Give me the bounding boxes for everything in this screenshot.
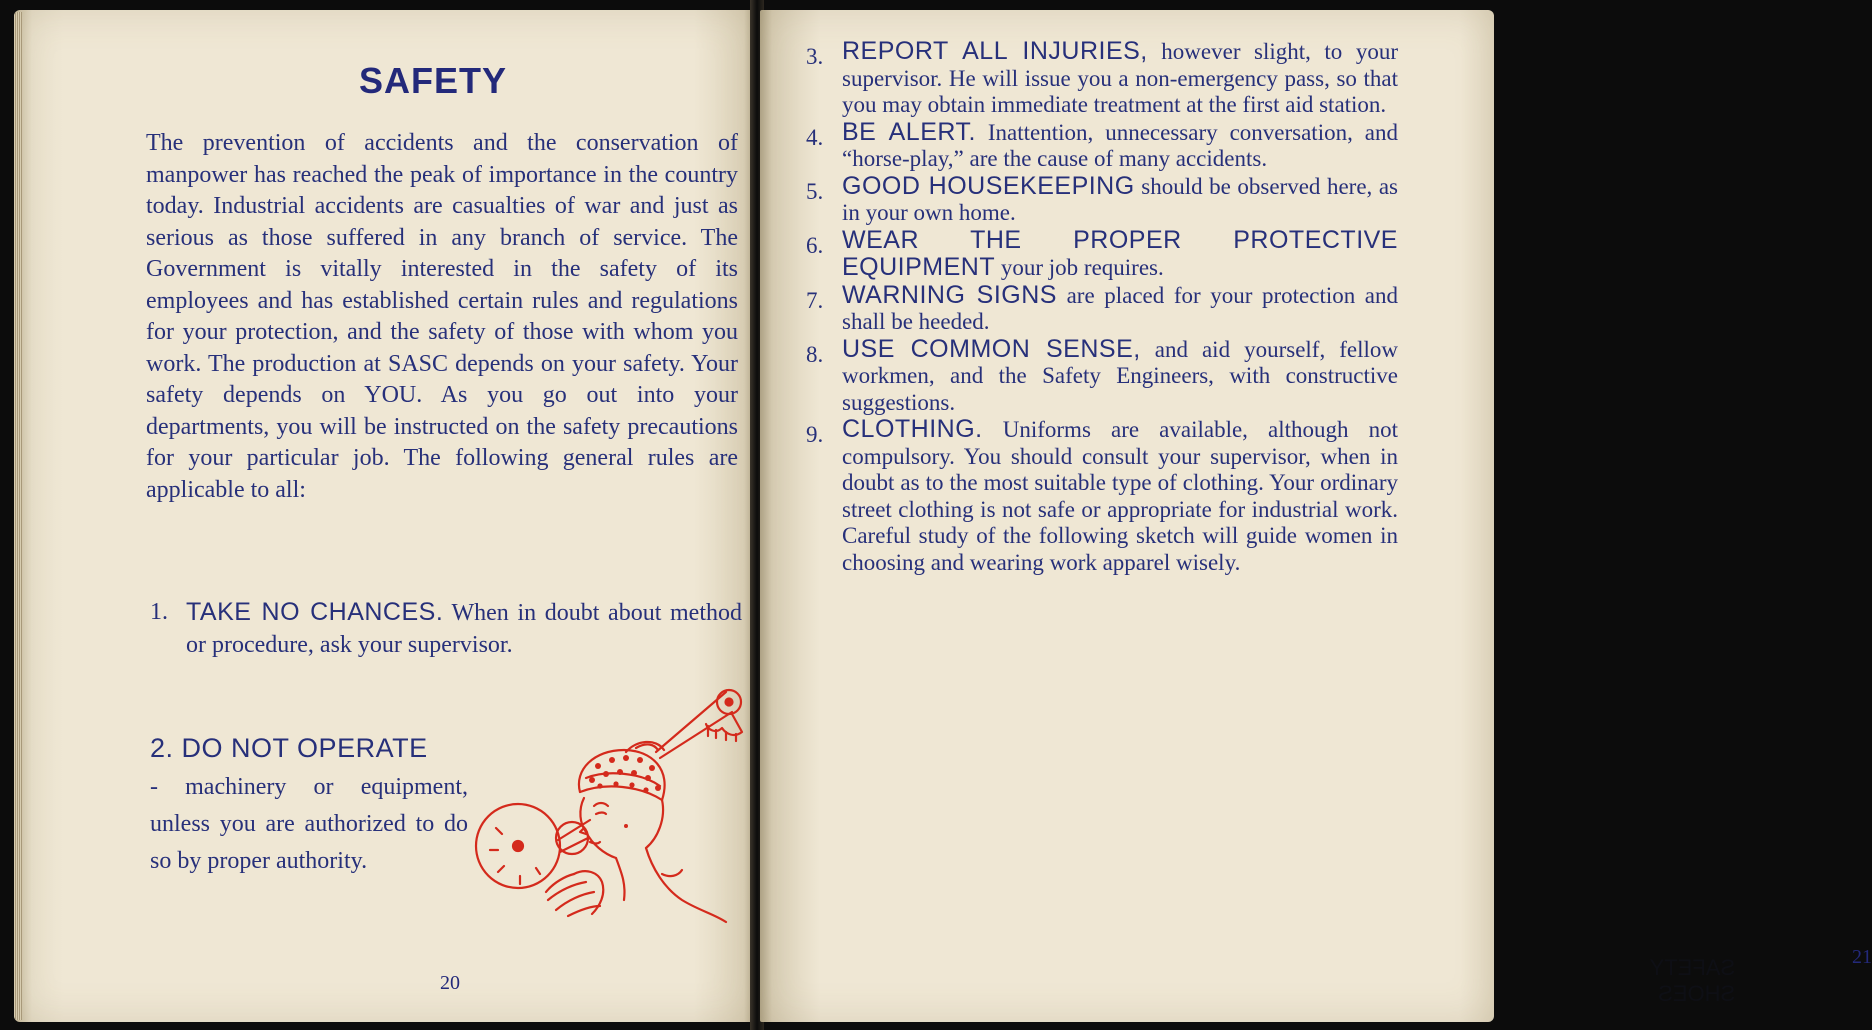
rule-text xyxy=(842,119,1398,173)
rule-number: 5. xyxy=(806,178,824,204)
rule-heading: TAKE NO CHANCES. xyxy=(186,598,444,626)
page-stack-edge xyxy=(14,12,22,1020)
rule-heading: USE COMMON SENSE, xyxy=(842,334,1141,363)
rule-heading: WARNING SIGNS xyxy=(842,280,1057,309)
safety-rules-list xyxy=(806,38,1398,576)
show-through-text: SAFETY SHOES xyxy=(1650,955,1736,1006)
rule-6 xyxy=(806,227,1398,282)
rule-1 xyxy=(150,596,742,661)
rule-body: are placed for your protection and shall be heeded. xyxy=(842,282,1399,334)
rule-5 xyxy=(806,173,1398,227)
rule-heading: GOOD HOUSEKEEPING xyxy=(842,171,1135,200)
intro-paragraph: The prevention of accidents and the conservation of manpower has reached the peak of importance in the country today. Industrial accidents are casualties of war and just as serious as those suffered in any branch of service. The Government is vitally interested in the safety of its employees and has established certain rules and regulations for your protection, and the safety of those with whom you work. The production at SASC depends on your safety. Your safety depends on YOU. As you go out into your departments, you will be instructed on the safety precautions for your particular job. The following general rules are applicable to all: xyxy=(146,130,738,503)
rule-number: 7. xyxy=(806,287,824,313)
rule-number: 9. xyxy=(806,422,824,447)
rule-4 xyxy=(806,119,1398,173)
rule-text xyxy=(842,38,1398,119)
rule-heading: WEAR THE PROPER PROTECTIVE EQUIPMENT xyxy=(842,225,1398,281)
rule-text xyxy=(842,336,1398,417)
rule-number: 2. xyxy=(150,733,174,763)
rule-text xyxy=(842,173,1398,227)
rule-body: however slight, to your supervisor. He will issue you a non-emergency pass, so that you may obtain immediate treatment at the first aid station. xyxy=(842,39,1398,117)
page-heading: SAFETY xyxy=(359,60,508,101)
rule-number: 3. xyxy=(806,44,824,69)
rule-text xyxy=(842,416,1398,576)
rule-body: Inattention, unnecessary conversation, and “horse-play,” are the cause of many accidents. xyxy=(842,119,1398,171)
rule-text xyxy=(842,282,1398,336)
rule-body: and aid yourself, fellow workmen, and the Safety Engineers, with constructive suggestions. xyxy=(842,336,1398,415)
rule-body: should be observed here, as in your own home. xyxy=(842,173,1399,225)
rule-text xyxy=(186,596,742,661)
rule-3 xyxy=(806,38,1398,119)
woman-hair-caught-in-machine-illustration xyxy=(476,678,766,933)
left-page xyxy=(14,10,754,1022)
rule-body: Uniforms are available, although not compulsory. You should consult your supervisor, when in doubt as to the most suitable type of clothing. Your ordinary street clothing is not safe or appropriate for industrial work. Careful study of the following sketch will guide women in choosing and wearing work apparel wisely. xyxy=(842,417,1399,575)
rule-number: 4. xyxy=(806,124,824,150)
rule-heading: BE ALERT. xyxy=(842,117,976,146)
rule-number: 1. xyxy=(150,599,168,625)
page-number: 20 xyxy=(440,972,460,994)
rule-heading: REPORT ALL INJURIES, xyxy=(842,37,1148,65)
rule-9 xyxy=(806,416,1398,576)
rule-2 xyxy=(150,730,468,880)
rule-body: When in doubt about method or procedure, ask your supervisor. xyxy=(186,600,742,658)
rule-body: - machinery or equipment, unless you are authorized to do so by proper authority. xyxy=(150,774,468,874)
rule-text xyxy=(842,227,1398,282)
page-number: 21 xyxy=(1852,946,1872,968)
rule-heading: DO NOT OPERATE xyxy=(181,733,428,763)
rule-heading: CLOTHING. xyxy=(842,415,983,443)
rule-8 xyxy=(806,336,1398,417)
rule-heading-line xyxy=(150,730,468,767)
rule-7 xyxy=(806,282,1398,336)
rule-body: your job requires. xyxy=(1000,255,1164,280)
rule-number: 8. xyxy=(806,341,824,367)
rule-number: 6. xyxy=(806,232,824,258)
